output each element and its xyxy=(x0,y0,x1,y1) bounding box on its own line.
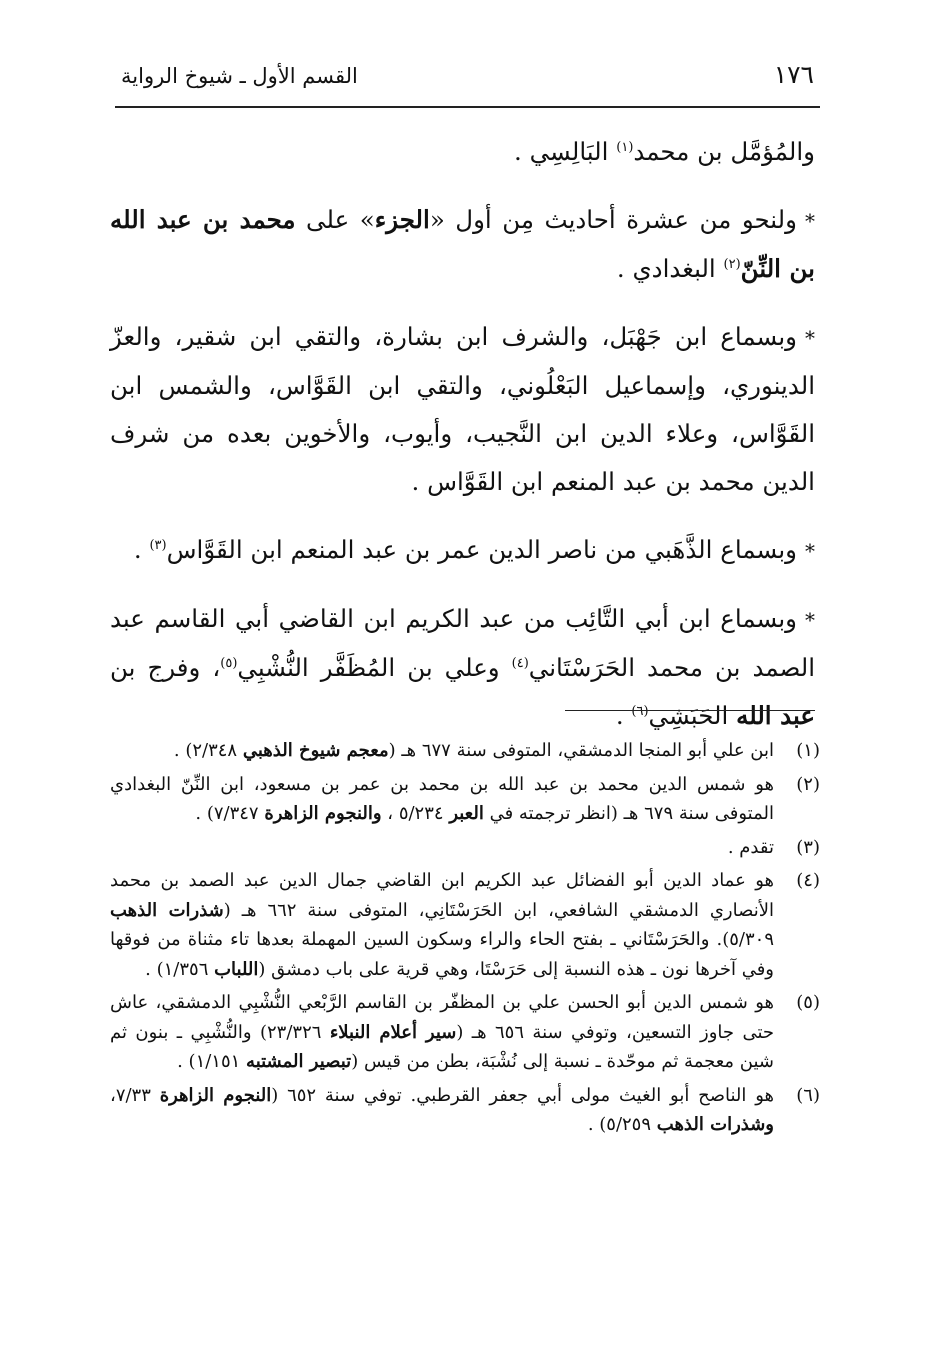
text-run: ٥/٢٥٩) . xyxy=(587,1114,657,1135)
text-run: . xyxy=(615,701,632,730)
footnote-text xyxy=(110,866,774,984)
footnote-text xyxy=(110,833,774,863)
bold-name: عبد الله xyxy=(736,701,815,730)
text-run: وبسماع ابن أبي التَّائِب من عبد الكريم ابن القاضي أبي القاسم عبد الصمد بن محمد الحَرَسْتَاني xyxy=(110,604,816,682)
text-run: البَالِسِي . xyxy=(514,137,617,166)
asterisk-bullet: * xyxy=(805,326,815,350)
asterisk-bullet: * xyxy=(804,209,815,233)
footnote-ref-4: (٤) xyxy=(511,655,529,671)
text-run: ٥/٢٣٤ ، xyxy=(381,803,450,824)
text-run: ، وفرج بن xyxy=(110,653,221,682)
footnote-3 xyxy=(110,833,820,863)
footnote-text xyxy=(110,988,774,1077)
text-run: ٢٣/٣٢٦) والنُّشْبِي ـ بنون ثم شين معجمة ثم موحّدة ـ نسبة إلى نُشْبَة، بطن من قيس ( xyxy=(110,1021,774,1072)
footnote-2 xyxy=(110,770,820,829)
footnote-ref-2: (٢) xyxy=(723,256,741,272)
text-run: البغدادي . xyxy=(616,254,724,283)
footnote-1 xyxy=(110,736,820,766)
page-header xyxy=(115,58,820,104)
running-title: القسم الأول ـ شيوخ الرواية xyxy=(121,64,358,88)
text-run: والمُؤمَّل بن محمد xyxy=(633,137,815,166)
footnote-5 xyxy=(110,988,820,1077)
text-run: ابن علي أبو المنجا الدمشقي، المتوفى سنة ٦٧٧ هـ ( xyxy=(388,740,774,761)
main-text xyxy=(110,128,815,760)
text-run: . xyxy=(133,535,150,564)
bold-source: شذرات الذهب xyxy=(110,899,224,921)
bold-person-name: محمد بن عبد الله بن النِّنّ xyxy=(110,205,815,283)
asterisk-bullet: * xyxy=(805,539,815,563)
footnote-divider xyxy=(565,710,815,711)
footnote-number: (٤) xyxy=(796,870,820,891)
footnote-number: (٦) xyxy=(796,1084,820,1106)
bold-source: النجوم الزاهرة xyxy=(159,1084,272,1106)
footnote-ref-6: (٦) xyxy=(631,703,649,719)
text-run: ٧/٣٣، xyxy=(110,1084,160,1106)
text-run: وبسماع الذَّهَبي من ناصر الدين عمر بن عبد المنعم ابن القَوَّاس xyxy=(166,535,797,564)
bold-book-title: الجزء xyxy=(374,205,430,234)
footnote-4 xyxy=(110,866,820,984)
header-divider xyxy=(115,106,820,108)
paragraph-2 xyxy=(110,196,815,293)
footnote-number: (١) xyxy=(796,740,820,761)
footnote-ref-5: (٥) xyxy=(220,655,238,671)
footnote-text xyxy=(110,1081,774,1140)
text-run: تقدم . xyxy=(727,836,774,858)
paragraph-5 xyxy=(110,595,815,740)
text-run: ١/٣٥٦) . xyxy=(145,958,215,980)
footnote-number: (٥) xyxy=(796,992,820,1013)
text-run: ولنحو من عشرة أحاديث مِن أول « xyxy=(429,205,797,234)
bold-source: وشذرات الذهب xyxy=(656,1114,774,1135)
footnote-ref-1: (١) xyxy=(616,139,634,155)
bold-source: سير أعلام النبلاء xyxy=(329,1021,457,1043)
footnotes xyxy=(110,736,820,1144)
footnote-text xyxy=(110,736,774,766)
text-run: ٢/٣٤٨) . xyxy=(173,740,243,761)
paragraph-1 xyxy=(110,128,815,176)
paragraph-4 xyxy=(110,526,815,575)
footnote-6 xyxy=(110,1081,820,1140)
text-run: هو شمس الدين أبو الحسن علي بن المظفّر بن القاسم الرَّبْعي النُّشْبِي الدمشقي، عاش حتى جاوز التسعين، وتوفي سنة ٦٥٦ هـ ( xyxy=(110,992,775,1043)
text-run: وبسماع ابن جَهْبَل، والشرف ابن بشارة، والتقي ابن شقير، والعزّ الدينوري، وإسماعيل البَعْلُوني، والتقي ابن القَوَّاس، والشمس ابن القَوَّاس، وعلاء الدين ابن النَّجيب، وأيوب، والأخوين بعده من شرف الدين محمد بن عبد المنعم ابن القَوَّاس . xyxy=(110,322,815,496)
page-number: ١٧٦ xyxy=(773,60,814,89)
bold-source: تبصير المشتبه xyxy=(246,1051,352,1072)
footnote-number: (٣) xyxy=(796,836,820,858)
text-run: هو عماد الدين أبو الفضائل عبد الكريم ابن القاضي جمال الدين عبد الصمد بن محمد الأنصاري الدمشقي الشافعي، ابن الحَرَسْتَانِي، المتوفى سنة ٦٦٢ هـ ( xyxy=(110,870,774,921)
bold-source: اللباب xyxy=(214,958,259,980)
footnote-number: (٢) xyxy=(796,773,820,795)
footnote-text xyxy=(110,770,774,829)
bold-source: معجم شيوخ الذهبي xyxy=(242,740,389,761)
text-run: هو شمس الدين محمد بن عبد الله بن محمد بن عمر بن مسعود، ابن النِّنّ البغدادي المتوفى سنة ٦٧٩ هـ (انظر ترجمته في xyxy=(110,773,775,824)
asterisk-bullet: * xyxy=(805,608,815,632)
footnote-ref-3: (٣) xyxy=(149,537,167,553)
paragraph-3 xyxy=(110,313,815,506)
text-run: الحَبَشِي xyxy=(648,701,737,730)
text-run: ٥/٣٠٩). والحَرَسْتَاني ـ بفتح الحاء والراء وسكون السين المهملة بعدها تاء مثناة من فوقها وفي آخرها نون ـ هذه النسبة إلى حَرَسْتَا، وهي قرية على باب دمشق ( xyxy=(110,929,774,980)
bold-source: العبر xyxy=(449,803,484,824)
text-run: وعلي بن المُظَفَّر النُّشْبِي xyxy=(237,653,512,682)
text-run: ١/١٥١) . xyxy=(177,1051,247,1072)
text-run: » على xyxy=(295,205,375,234)
text-run: هو الناصح أبو الغيث مولى أبي جعفر القرطبي. توفي سنة ٦٥٢ ( xyxy=(271,1084,774,1106)
bold-source: والنجوم الزاهرة xyxy=(264,803,382,824)
text-run: ٧/٣٤٧) . xyxy=(195,803,265,824)
